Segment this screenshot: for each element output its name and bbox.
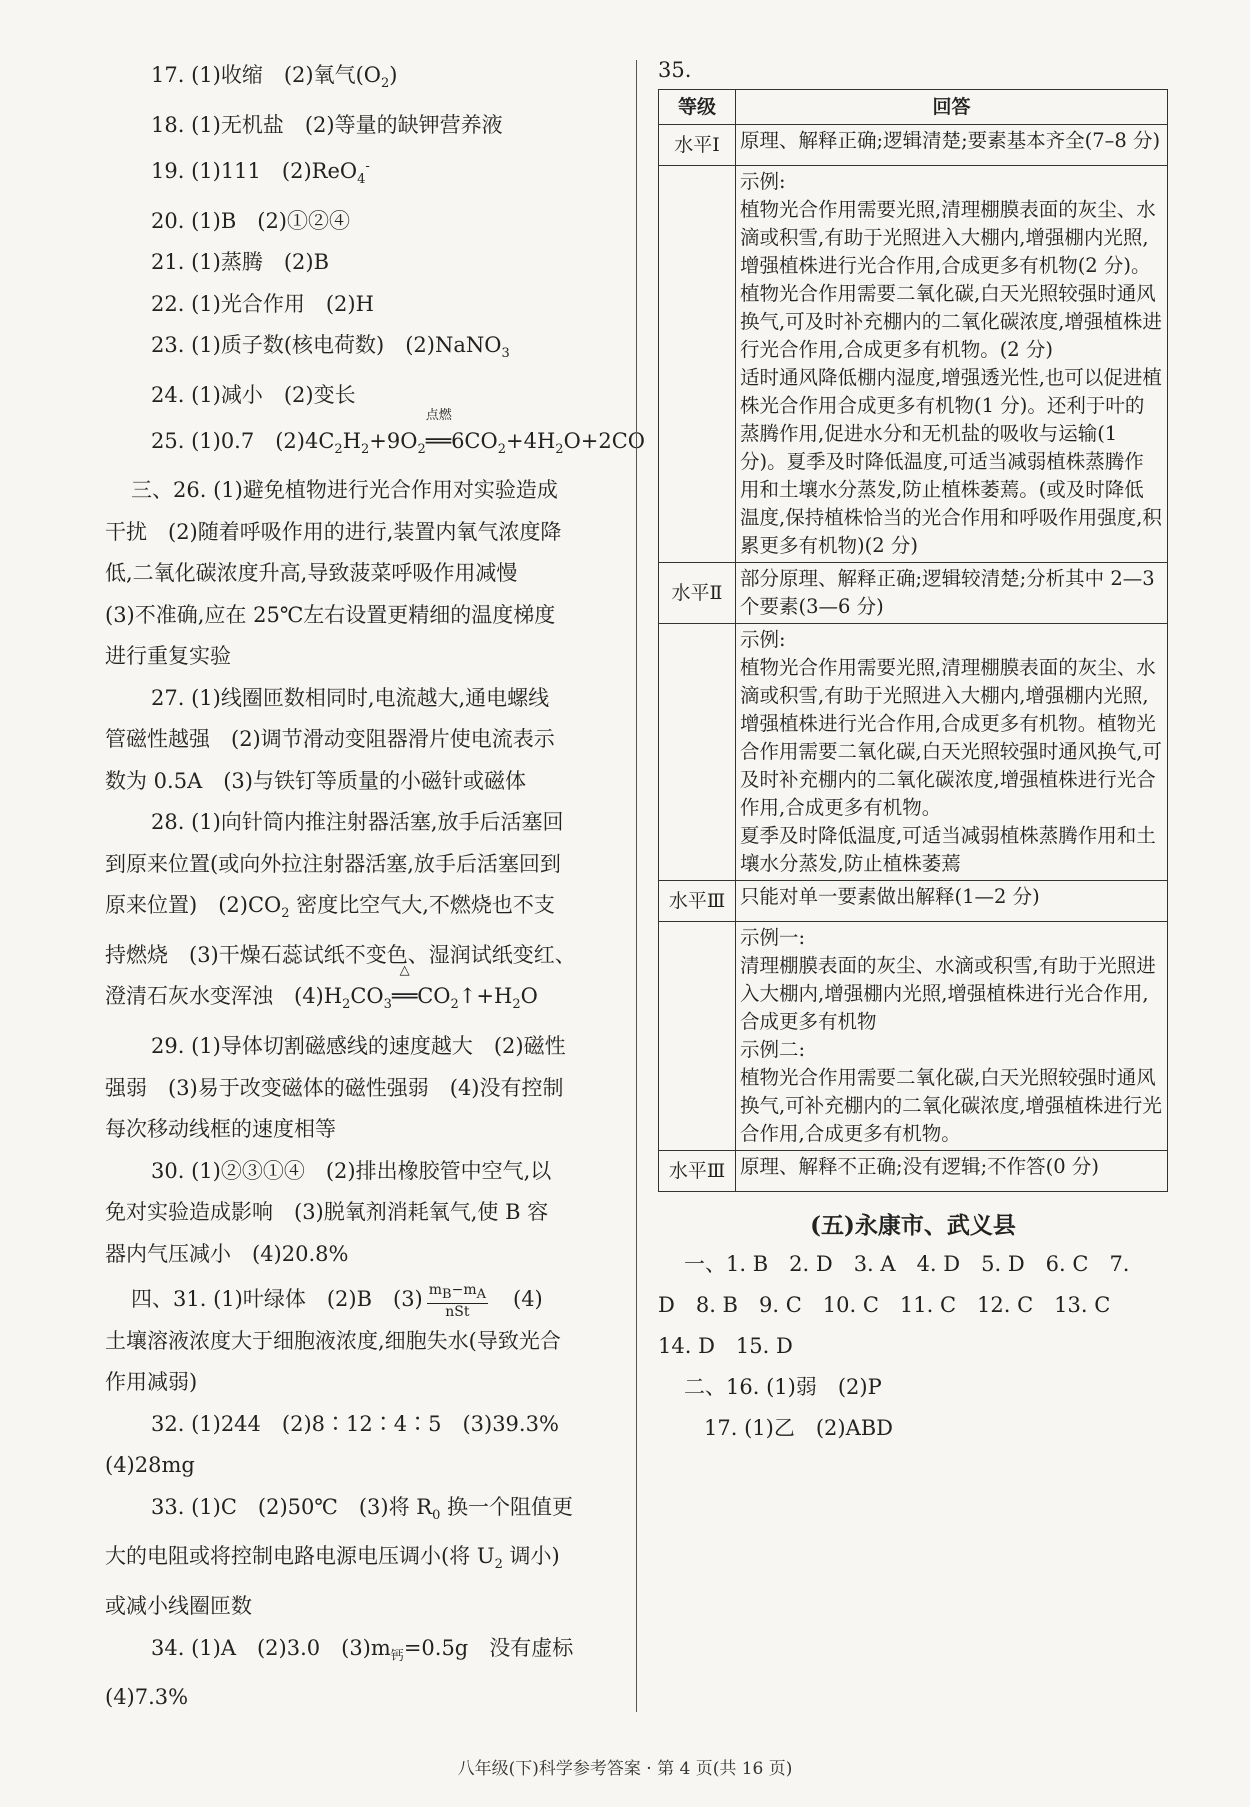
answer-23: 23. (1)质子数(核电荷数) (2)NaNO$_3$ [151, 333, 510, 362]
answer-17: 17. (1)收缩 (2)氧气$(O_2)$ [151, 63, 398, 92]
table-header-level: 等级 [659, 90, 736, 125]
left-column [105, 55, 646, 1719]
level-cell: 水平Ⅲ [659, 881, 736, 922]
mc-answers-line3: 14. D 15. D [658, 1334, 793, 1358]
level-cell [659, 624, 736, 881]
level-cell [659, 166, 736, 563]
answer-27-line2: 管磁性越强 (2)调节滑动变阻器滑片使电流表示 [105, 727, 555, 752]
answer-26-line2: 干扰 (2)随着呼吸作用的进行,装置内氧气浓度降 [105, 519, 562, 544]
answer-17b: 17. (1)乙 (2)ABD [704, 1416, 893, 1440]
answer-34-line1: 34. (1)A (2)3.0 $(3)m_钙=0.5g$ 没有虚标 [151, 1635, 574, 1664]
answer-33-line1: 33. (1)C (2)50℃ (3)将 $R_0$ 换一个阻值更 [151, 1494, 574, 1523]
answer-cell: 只能对单一要素做出解释(1—2 分) [736, 881, 1168, 922]
level-cell [659, 922, 736, 1151]
answer-28-line1: 28. (1)向针筒内推注射器活塞,放手后活塞回 [151, 810, 564, 835]
level-cell: 水平Ⅲ [659, 1151, 736, 1192]
column-divider [636, 60, 637, 1712]
answer-cell: 原理、解释不正确;没有逻辑;不作答(0 分) [736, 1151, 1168, 1192]
answer-21: 21. (1)蒸腾 (2)B [151, 250, 329, 275]
answer-30-line3: 器内气压减小 (4)20.8% [105, 1241, 349, 1266]
answer-28-line3: 原来位置) $(2)CO_2$ 密度比空气大,不燃烧也不支 [105, 893, 555, 922]
answer-35-label: 35. [658, 58, 692, 82]
answer-30-line1: 30. (1)②③①④ (2)排出橡胶管中空气,以 [151, 1158, 552, 1183]
answer-32-line1: 32. (1)244 (2)8∶12∶4∶5 (3)39.3% [151, 1411, 559, 1436]
section-title: (五)永康市、武义县 [810, 1212, 1016, 1239]
level-cell: 水平Ⅰ [659, 125, 736, 166]
answer-28-line2: 到原来位置(或向外拉注射器活塞,放手后活塞回到 [105, 851, 561, 876]
right-column [658, 55, 1168, 1449]
answer-26-line5: 进行重复实验 [105, 644, 231, 669]
answer-27-line3: 数为 0.5A (3)与铁钉等质量的小磁针或磁体 [105, 768, 526, 793]
answer-31-line3: 作用减弱) [105, 1370, 198, 1395]
table-row [659, 563, 1168, 624]
answer-29-line3: 每次移动线框的速度相等 [105, 1117, 336, 1142]
page-footer: 八年级(下)科学参考答案 · 第 4 页(共 16 页) [457, 1759, 793, 1779]
reaction-condition: 点燃 ══ [425, 407, 452, 453]
answer-16: 二、16. (1)弱 (2)P [684, 1375, 882, 1399]
answer-31-line1: 四、31. (1)叶绿体 (2)B (3) $\frac{m_B-m_A}{\text{nSt}}$ (4) [131, 1281, 543, 1320]
heat-condition: △ ══ [391, 963, 418, 1009]
answer-31-line2: 土壤溶液浓度大于细胞液浓度,细胞失水(导致光合 [105, 1328, 561, 1353]
table-row [659, 624, 1168, 881]
table-row [659, 125, 1168, 166]
table-header-answer: 回答 [736, 90, 1168, 125]
answer-26-line3: 低,二氧化碳浓度升高,导致菠菜呼吸作用减慢 [105, 561, 518, 586]
answer-cell: 原理、解释正确;逻辑清楚;要素基本齐全(7–8 分) [736, 125, 1168, 166]
table-row [659, 166, 1168, 563]
answer-19: 19. (1)111 (2)ReO$_4$- [151, 159, 370, 188]
answer-30-line2: 免对实验造成影响 (3)脱氧剂消耗氧气,使 B 容 [105, 1200, 549, 1225]
answer-22: 22. (1)光合作用 (2)H [151, 291, 374, 316]
table-row [659, 1151, 1168, 1192]
answer-25: 25. (1)0.7 $(2)4C_2H_2+9O_2$ 点燃 $══6CO_2+4H_2O+2CO$ [105, 421, 625, 471]
scoring-table [658, 89, 1168, 1192]
answer-34-line2: (4)7.3% [105, 1685, 189, 1710]
answer-29-line1: 29. (1)导体切割磁感线的速度越大 (2)磁性 [151, 1034, 566, 1059]
answer-20: 20. (1)B (2)①②④ [151, 208, 350, 233]
answer-cell: 示例: 植物光合作用需要光照,清理棚膜表面的灰尘、水滴或积雪,有助于光照进入大棚内,增强棚内光照,增强植株进行光合作用,合成更多有机物(2 分)。 植物光合作用需要二氧化碳,白天光照较强时通风换气,可及时补充棚内的二氧化碳浓度,增强植株进行光合作用,合成更多有机物。(2 分) 适时通风降低棚内湿度,增强透光性,也可以促进植株光合作用合成更多有机物(1 分)。还利于叶的蒸腾作用,促进水分和无机盐的吸收与运输(1 分)。夏季及时降低温度,可适当减弱植株蒸腾作用和土壤水分蒸发,防止植株萎蔫。(或及时降低温度,保持植株恰当的光合作用和呼吸作用强度,积累更多有机物)(2 分) [736, 166, 1168, 563]
level-cell: 水平Ⅱ [659, 563, 736, 624]
answer-cell: 示例一: 清理棚膜表面的灰尘、水滴或积雪,有助于光照进入大棚内,增强棚内光照,增强植株进行光合作用,合成更多有机物 示例二: 植物光合作用需要二氧化碳,白天光照较强时通风换气,可补充棚内的二氧化碳浓度,增强植株进行光合作用,合成更多有机物。 [736, 922, 1168, 1151]
answer-33-line3: 或减小线圈匝数 [105, 1594, 252, 1618]
answer-29-line2: 强弱 (3)易于改变磁体的磁性强弱 (4)没有控制 [105, 1075, 564, 1100]
table-row [659, 922, 1168, 1151]
answer-cell: 示例: 植物光合作用需要光照,清理棚膜表面的灰尘、水滴或积雪,有助于光照进入大棚内,增强棚内光照,增强植株进行光合作用,合成更多有机物。植物光合作用需要二氧化碳,白天光照较强时通风换气,可及时补充棚内的二氧化碳浓度,增强植株进行光合作用,合成更多有机物。 夏季及时降低温度,可适当减弱植株蒸腾作用和土壤水分蒸发,防止植株萎蔫 [736, 624, 1168, 881]
answer-28-line4: 持燃烧 (3)干燥石蕊试纸不变色、湿润试纸变红、 [105, 942, 576, 967]
answer-26-line1: 三、26. (1)避免植物进行光合作用对实验造成 [131, 478, 558, 503]
answer-cell: 部分原理、解释正确;逻辑较清楚;分析其中 2—3 个要素(3—6 分) [736, 563, 1168, 624]
mc-answers-line1: 一、1. B 2. D 3. A 4. D 5. D 6. C 7. [684, 1252, 1130, 1276]
fraction: $\frac{m_B-m_A}{\text{nSt}}$ [428, 1281, 486, 1320]
answer-32-line2: (4)28mg [105, 1453, 195, 1478]
answer-33-line2: 大的电阻或将控制电路电源电压调小(将 $U_2$ 调小) [105, 1544, 560, 1573]
answer-18: 18. (1)无机盐 (2)等量的缺钾营养液 [151, 112, 503, 137]
mc-answers-line2: D 8. B 9. C 10. C 11. C 12. C 13. C [658, 1293, 1111, 1317]
answer-28-line5: 澄清石灰水变浑浊 $(4)H_2CO_3$ △ $══CO_2↑+H_2O$ [105, 976, 625, 1026]
answer-26-line4: (3)不准确,应在 25℃左右设置更精细的温度梯度 [105, 602, 556, 627]
answer-27-line1: 27. (1)线圈匝数相同时,电流越大,通电螺线 [151, 685, 550, 710]
answer-24: 24. (1)减小 (2)变长 [151, 383, 356, 408]
table-row [659, 881, 1168, 922]
